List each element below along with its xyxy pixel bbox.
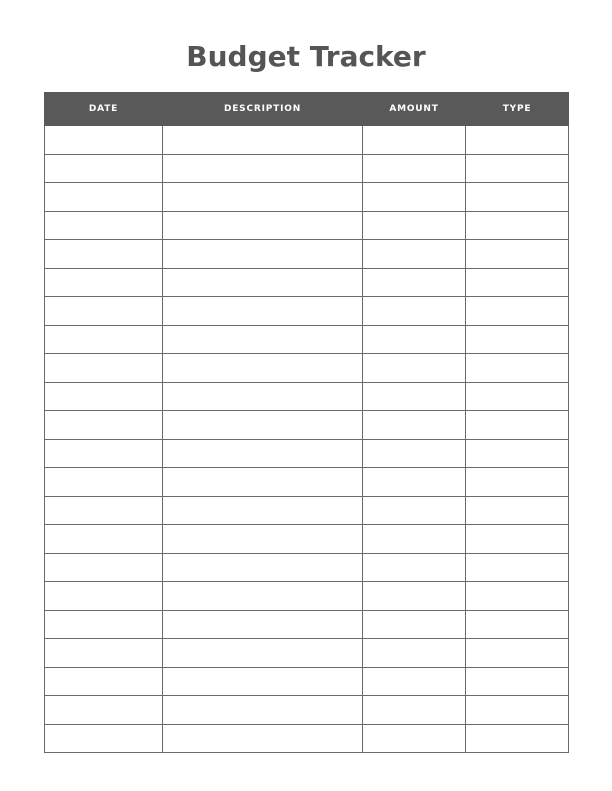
description-cell[interactable] [163,525,363,554]
type-cell[interactable] [466,667,569,696]
amount-cell[interactable] [363,382,466,411]
type-cell[interactable] [466,268,569,297]
type-cell[interactable] [466,496,569,525]
column-header-date: DATE [45,93,163,126]
table-row [45,724,569,753]
table-row [45,525,569,554]
table-row [45,610,569,639]
amount-cell[interactable] [363,468,466,497]
date-cell[interactable] [45,724,163,753]
type-cell[interactable] [466,468,569,497]
type-cell[interactable] [466,582,569,611]
date-cell[interactable] [45,268,163,297]
description-cell[interactable] [163,154,363,183]
table-row [45,240,569,269]
amount-cell[interactable] [363,525,466,554]
table-row [45,126,569,155]
amount-cell[interactable] [363,268,466,297]
table-row [45,553,569,582]
date-cell[interactable] [45,525,163,554]
description-cell[interactable] [163,411,363,440]
date-cell[interactable] [45,496,163,525]
column-header-amount: AMOUNT [363,93,466,126]
date-cell[interactable] [45,154,163,183]
type-cell[interactable] [466,525,569,554]
description-cell[interactable] [163,696,363,725]
description-cell[interactable] [163,639,363,668]
date-cell[interactable] [45,382,163,411]
table-row [45,696,569,725]
date-cell[interactable] [45,240,163,269]
date-cell[interactable] [45,610,163,639]
amount-cell[interactable] [363,667,466,696]
table-row [45,411,569,440]
amount-cell[interactable] [363,354,466,383]
amount-cell[interactable] [363,297,466,326]
amount-cell[interactable] [363,439,466,468]
type-cell[interactable] [466,240,569,269]
amount-cell[interactable] [363,325,466,354]
page-title: Budget Tracker [186,40,426,73]
description-cell[interactable] [163,325,363,354]
amount-cell[interactable] [363,211,466,240]
type-cell[interactable] [466,553,569,582]
type-cell[interactable] [466,354,569,383]
description-cell[interactable] [163,610,363,639]
table-row [45,382,569,411]
type-cell[interactable] [466,126,569,155]
table-header [45,93,569,126]
table-body [45,126,569,753]
budget-table [44,92,569,753]
date-cell[interactable] [45,582,163,611]
type-cell[interactable] [466,211,569,240]
table-row [45,468,569,497]
header-row [45,93,569,126]
table-row [45,582,569,611]
table-row [45,354,569,383]
table-row [45,639,569,668]
amount-cell[interactable] [363,411,466,440]
type-cell[interactable] [466,325,569,354]
date-cell[interactable] [45,126,163,155]
column-header-type: TYPE [466,93,569,126]
description-cell[interactable] [163,553,363,582]
table-row [45,183,569,212]
amount-cell[interactable] [363,496,466,525]
date-cell[interactable] [45,553,163,582]
description-cell[interactable] [163,297,363,326]
type-cell[interactable] [466,154,569,183]
type-cell[interactable] [466,696,569,725]
date-cell[interactable] [45,639,163,668]
date-cell[interactable] [45,439,163,468]
description-cell[interactable] [163,667,363,696]
description-cell[interactable] [163,183,363,212]
description-cell[interactable] [163,240,363,269]
type-cell[interactable] [466,439,569,468]
amount-cell[interactable] [363,183,466,212]
table-row [45,325,569,354]
amount-cell[interactable] [363,582,466,611]
date-cell[interactable] [45,325,163,354]
date-cell[interactable] [45,411,163,440]
date-cell[interactable] [45,667,163,696]
amount-cell[interactable] [363,610,466,639]
column-header-description: DESCRIPTION [163,93,363,126]
amount-cell[interactable] [363,553,466,582]
table-row [45,154,569,183]
amount-cell[interactable] [363,696,466,725]
date-cell[interactable] [45,297,163,326]
description-cell[interactable] [163,354,363,383]
description-cell[interactable] [163,724,363,753]
date-cell[interactable] [45,211,163,240]
table-row [45,268,569,297]
table-row [45,211,569,240]
type-cell[interactable] [466,382,569,411]
date-cell[interactable] [45,468,163,497]
table-row [45,667,569,696]
table-row [45,496,569,525]
table-row [45,297,569,326]
table-row [45,439,569,468]
date-cell[interactable] [45,354,163,383]
description-cell[interactable] [163,468,363,497]
amount-cell[interactable] [363,126,466,155]
type-cell[interactable] [466,724,569,753]
amount-cell[interactable] [363,154,466,183]
date-cell[interactable] [45,696,163,725]
description-cell[interactable] [163,496,363,525]
type-cell[interactable] [466,183,569,212]
type-cell[interactable] [466,297,569,326]
type-cell[interactable] [466,610,569,639]
amount-cell[interactable] [363,639,466,668]
description-cell[interactable] [163,126,363,155]
description-cell[interactable] [163,211,363,240]
type-cell[interactable] [466,411,569,440]
date-cell[interactable] [45,183,163,212]
description-cell[interactable] [163,439,363,468]
description-cell[interactable] [163,582,363,611]
type-cell[interactable] [466,639,569,668]
description-cell[interactable] [163,382,363,411]
description-cell[interactable] [163,268,363,297]
amount-cell[interactable] [363,240,466,269]
amount-cell[interactable] [363,724,466,753]
